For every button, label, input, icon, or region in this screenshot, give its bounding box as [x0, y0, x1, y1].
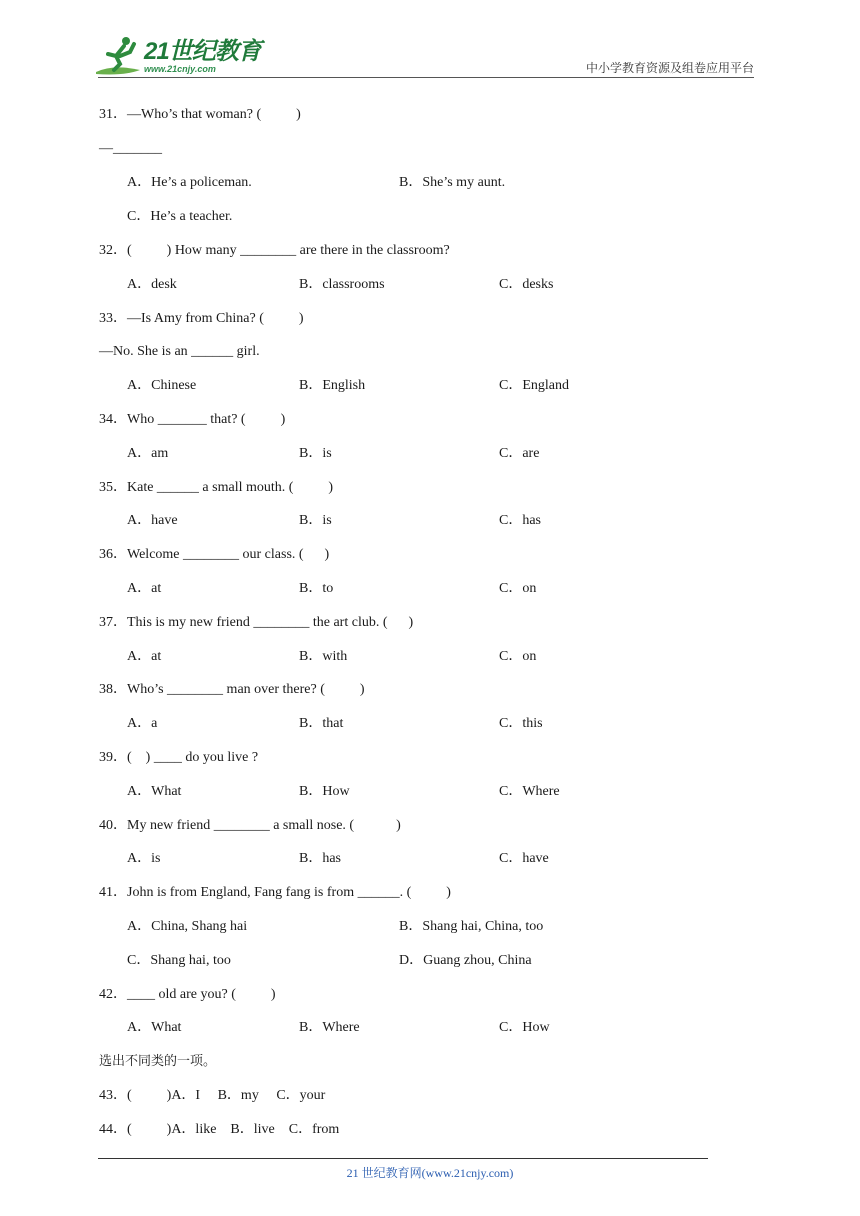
- footer-divider: [98, 1158, 708, 1159]
- question-33-option-c[interactable]: C．England: [499, 378, 569, 393]
- question-37-option-b[interactable]: B．with: [299, 649, 348, 664]
- question-37-stem: 37．This is my new friend ________ the art club. ( ): [99, 615, 414, 630]
- runner-logo-icon: [94, 34, 146, 78]
- question-43: 43．( )A．I B．my C．your: [99, 1088, 326, 1103]
- question-40-option-c[interactable]: C．have: [499, 851, 549, 866]
- question-36-option-c[interactable]: C．on: [499, 581, 537, 596]
- question-38-option-a[interactable]: A．a: [127, 716, 158, 731]
- question-32-option-a[interactable]: A．desk: [127, 277, 177, 292]
- question-33-option-b[interactable]: B．English: [299, 378, 366, 393]
- question-37-option-a[interactable]: A．at: [127, 649, 162, 664]
- question-44: 44．( )A．like B．live C．from: [99, 1122, 340, 1137]
- question-37-option-c[interactable]: C．on: [499, 649, 537, 664]
- question-42-stem: 42．____ old are you? ( ): [99, 987, 276, 1002]
- question-31-option-a[interactable]: A．He’s a policeman.: [127, 175, 252, 190]
- section-title-odd-one-out: 选出不同类的一项。: [99, 1054, 217, 1069]
- question-34-option-b[interactable]: B．is: [299, 446, 332, 461]
- question-31-option-c[interactable]: C．He’s a teacher.: [127, 209, 233, 224]
- question-41-stem: 41．John is from England, Fang fang is from ______. ( ): [99, 885, 451, 900]
- question-41-option-b[interactable]: B．Shang hai, China, too: [399, 919, 544, 934]
- question-42-option-c[interactable]: C．How: [499, 1020, 550, 1035]
- question-34-option-c[interactable]: C．are: [499, 446, 540, 461]
- question-40-stem: 40．My new friend ________ a small nose. ( ): [99, 818, 401, 833]
- question-34-option-a[interactable]: A．am: [127, 446, 169, 461]
- question-39-option-c[interactable]: C．Where: [499, 784, 560, 799]
- question-39-option-a[interactable]: A．What: [127, 784, 182, 799]
- question-39-option-b[interactable]: B．How: [299, 784, 350, 799]
- question-33-answer-line: —No. She is an ______ girl.: [99, 344, 260, 359]
- question-33-option-a[interactable]: A．Chinese: [127, 378, 197, 393]
- question-38-option-c[interactable]: C．this: [499, 716, 543, 731]
- question-32-option-c[interactable]: C．desks: [499, 277, 554, 292]
- logo-brand: 21世纪教育: [144, 38, 261, 65]
- site-logo: [94, 34, 264, 78]
- question-32-stem: 32．( ) How many ________ are there in the classroom?: [99, 243, 450, 258]
- question-33-stem: 33．—Is Amy from China? ( ): [99, 311, 304, 326]
- question-31-answer-blank: —_______: [99, 141, 162, 156]
- question-41-option-a[interactable]: A．China, Shang hai: [127, 919, 248, 934]
- question-36-option-b[interactable]: B．to: [299, 581, 334, 596]
- page-footer: 21 世纪教育网(www.21cnjy.com): [346, 1166, 514, 1180]
- header-divider: [98, 77, 754, 78]
- question-35-option-b[interactable]: B．is: [299, 513, 332, 528]
- question-31-option-b[interactable]: B．She’s my aunt.: [399, 175, 506, 190]
- question-36-stem: 36．Welcome ________ our class. ( ): [99, 547, 330, 562]
- question-41-option-c[interactable]: C．Shang hai, too: [127, 953, 231, 968]
- question-35-option-c[interactable]: C．has: [499, 513, 541, 528]
- question-42-option-b[interactable]: B．Where: [299, 1020, 360, 1035]
- question-38-option-b[interactable]: B．that: [299, 716, 344, 731]
- question-40-option-a[interactable]: A．is: [127, 851, 161, 866]
- header-tagline: 中小学教育资源及组卷应用平台: [585, 61, 754, 75]
- question-42-option-a[interactable]: A．What: [127, 1020, 182, 1035]
- question-31-stem: 31．—Who’s that woman? ( ): [99, 107, 301, 122]
- question-40-option-b[interactable]: B．has: [299, 851, 341, 866]
- question-39-stem: 39．( ) ____ do you live ?: [99, 750, 259, 765]
- question-32-option-b[interactable]: B．classrooms: [299, 277, 385, 292]
- question-35-stem: 35．Kate ______ a small mouth. ( ): [99, 480, 334, 495]
- question-35-option-a[interactable]: A．have: [127, 513, 178, 528]
- question-34-stem: 34．Who _______ that? ( ): [99, 412, 286, 427]
- question-41-option-d[interactable]: D．Guang zhou, China: [399, 953, 532, 968]
- question-36-option-a[interactable]: A．at: [127, 581, 162, 596]
- logo-url: www.21cnjy.com: [144, 64, 216, 74]
- question-38-stem: 38．Who’s ________ man over there? ( ): [99, 682, 365, 697]
- page-header: [0, 0, 860, 80]
